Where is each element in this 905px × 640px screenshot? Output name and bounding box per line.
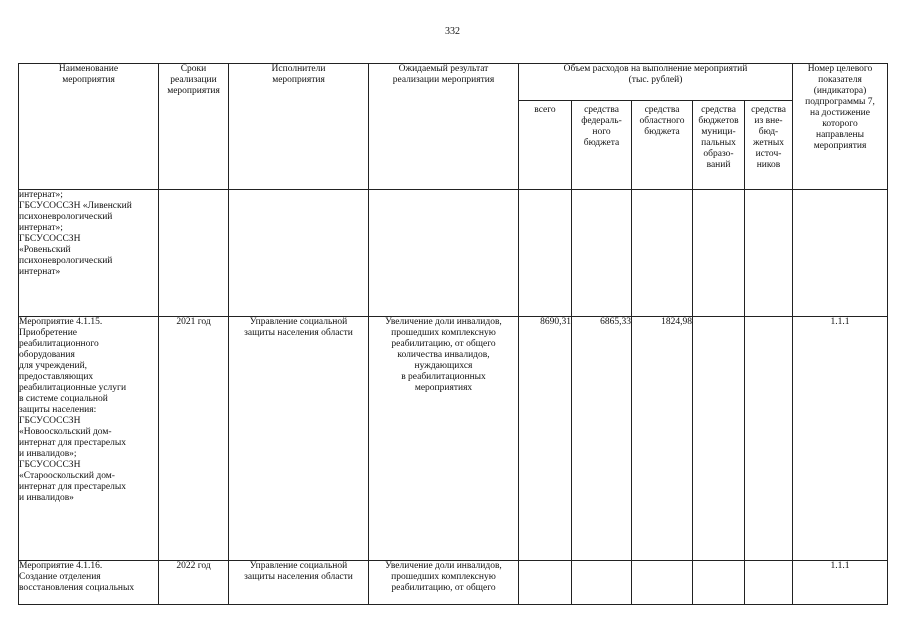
cell-result xyxy=(369,190,519,317)
cell-total: 8690,31 xyxy=(519,317,572,561)
table-row xyxy=(19,317,888,561)
cell-indicator: 1.1.1 xyxy=(793,561,888,605)
cell-federal: 6865,33 xyxy=(572,317,632,561)
header-result: Ожидаемый результат реализации мероприятия xyxy=(369,64,519,190)
cell-executors xyxy=(229,190,369,317)
cell-name: Мероприятие 4.1.15. Приобретение реабилитационного оборудования для учреждений, предоставляющих реабилитационные услуги в системе социальной защиты населения: ГБСУСОССЗН «Новооскольский дом- интернат для престарелых и инвалидов»; ГБСУСОССЗН «Старооскольский дом- интернат для престарелых и инвалидов» xyxy=(19,317,159,561)
header-regional: средства областного бюджета xyxy=(632,101,693,190)
expenses-table xyxy=(18,63,888,605)
cell-name: интернат»; ГБСУСОССЗН «Ливенский психоневрологический интернат»; ГБСУСОССЗН «Ровеньский психоневрологический интернат» xyxy=(19,190,159,317)
cell-regional xyxy=(632,190,693,317)
cell-term: 2021 год xyxy=(159,317,229,561)
header-name: Наименование мероприятия xyxy=(19,64,159,190)
cell-executors: Управление социальной защиты населения области xyxy=(229,317,369,561)
cell-term xyxy=(159,190,229,317)
cell-name: Мероприятие 4.1.16. Создание отделения восстановления социальных xyxy=(19,561,159,605)
header-total: всего xyxy=(519,101,572,190)
cell-municipal xyxy=(693,190,745,317)
cell-extra xyxy=(745,190,793,317)
cell-total xyxy=(519,561,572,605)
cell-municipal xyxy=(693,561,745,605)
cell-extra xyxy=(745,317,793,561)
cell-regional xyxy=(632,561,693,605)
cell-federal xyxy=(572,190,632,317)
cell-municipal xyxy=(693,317,745,561)
table-row xyxy=(19,561,888,605)
cell-indicator: 1.1.1 xyxy=(793,317,888,561)
page-number: 332 xyxy=(445,26,460,37)
cell-term: 2022 год xyxy=(159,561,229,605)
header-indicator: Номер целевого показателя (индикатора) подпрограммы 7, на достижение которого направлены мероприятия xyxy=(793,64,888,190)
cell-result: Увеличение доли инвалидов, прошедших комплексную реабилитацию, от общего количества инвалидов, нуждающихся в реабилитационных мероприятиях xyxy=(369,317,519,561)
header-extra: средства из вне- бюд- жетных источ- ников xyxy=(745,101,793,190)
header-executors: Исполнители мероприятия xyxy=(229,64,369,190)
cell-regional: 1824,98 xyxy=(632,317,693,561)
cell-result: Увеличение доли инвалидов, прошедших комплексную реабилитацию, от общего xyxy=(369,561,519,605)
cell-indicator xyxy=(793,190,888,317)
header-volume: Объем расходов на выполнение мероприятий (тыс. рублей) xyxy=(519,64,793,101)
header-term: Сроки реализации мероприятия xyxy=(159,64,229,190)
table-row xyxy=(19,190,888,317)
cell-total xyxy=(519,190,572,317)
header-municipal: средства бюджетов муници- пальных образо- ваний xyxy=(693,101,745,190)
header-federal: средства федераль- ного бюджета xyxy=(572,101,632,190)
cell-extra xyxy=(745,561,793,605)
cell-executors: Управление социальной защиты населения области xyxy=(229,561,369,605)
cell-federal xyxy=(572,561,632,605)
